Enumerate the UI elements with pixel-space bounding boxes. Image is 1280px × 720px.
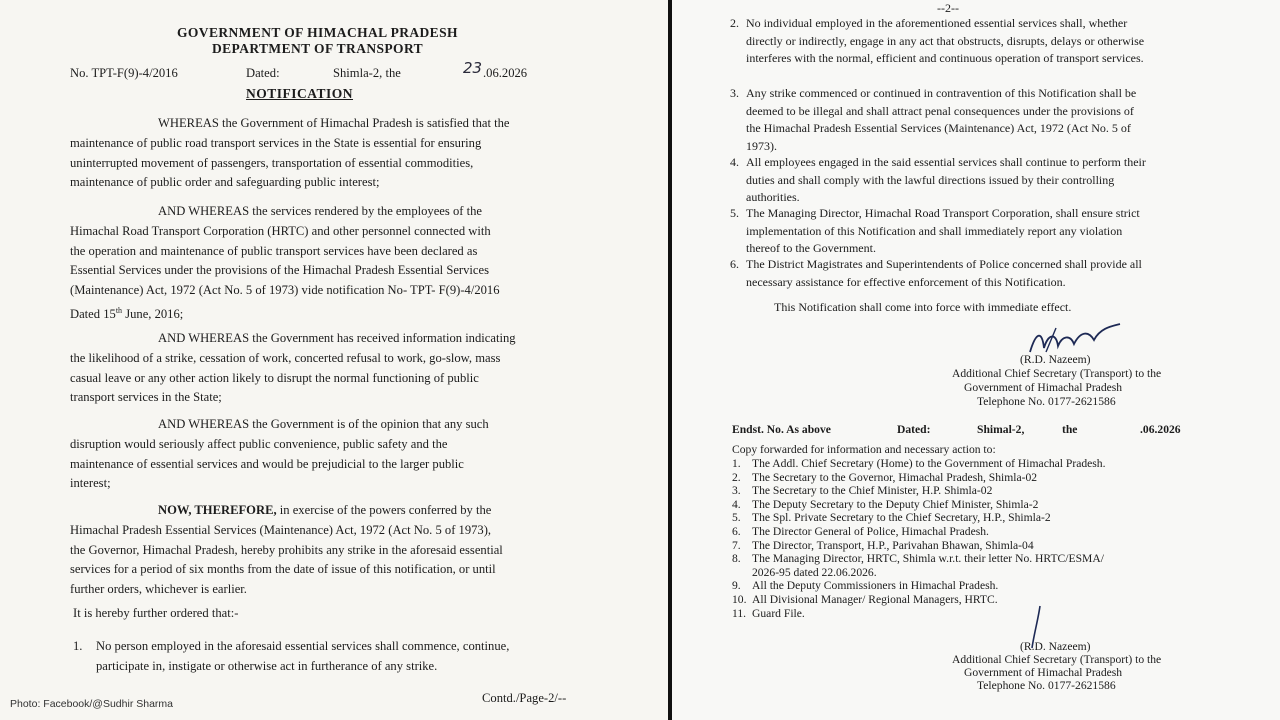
item-2-text: No individual employed in the aforementioned essential services shall, whether directly or indirectly, engage in any act that obstructs, disrupts, delays or otherwise interferes with the normal, efficient and continuous operation of transport services.: [746, 16, 1145, 66]
notification-title: NOTIFICATION: [246, 86, 354, 101]
government-header: GOVERNMENT OF HIMACHAL PRADESH: [177, 25, 458, 40]
page-2-marker: --2--: [937, 1, 959, 15]
department-header: DEPARTMENT OF TRANSPORT: [212, 41, 424, 56]
item-4-number: 4.: [730, 155, 739, 169]
item-6-text: The District Magistrates and Superintendents of Police concerned shall provide all necessary assistance for effective enforcement of this Notification.: [746, 257, 1142, 289]
place-text: Shimla-2, the: [333, 66, 401, 80]
item-1-number: 1.: [73, 639, 83, 653]
whereas-paragraph-2: AND WHEREAS the services rendered by the employees of the Himachal Road Transport Corporation (HRTC) and other personnel connected with the operation and maintenance of public transport services have been declared as Essential Services under the provisions of the Himachal Pradesh Essential Services (Maintenance) Act, 1972 (Act No. 5 of 1973) vide notification No- TPT- F(9)-4/2016 Dated 15th June, 2016;: [70, 202, 578, 325]
date-month-year: .06.2026: [483, 66, 528, 80]
continued-marker: Contd./Page-2/--: [482, 691, 567, 705]
whereas-paragraph-4: AND WHEREAS the Government is of the opinion that any such disruption would seriously affect public convenience, public safety and the maintenance of essential services and would be prejudicial to the larger public interest;: [70, 417, 489, 491]
signatory-phone-1: Telephone No. 0177-2621586: [977, 395, 1116, 408]
item-4-text: All employees engaged in the said essential services shall continue to perform their duties and shall comply with the lawful directions issued by their controlling authorities.: [746, 155, 1146, 205]
document-page-2: --2-- 2. No individual employed in the aforementioned essential services shall, whether directly or indirectly, engage in any act that obstructs, disrupts, delays or otherwise interferes with the normal, efficient and continuous operation of transport services. 3. Any strike commenced or continued in contravention of this Notification shall be deemed to be illegal and shall attract penal consequences under the provisions of the Himachal Pradesh Essential Services (Maintenance) Act, 1972 (Act No. 5 of 1973). 4. All employees engaged in the said essential services shall continue to perform their duties and shall comply with the lawful directions issued by their controlling authorities. 5. The Managing Director, Himachal Road Transport Corporation, shall ensure strict implementation of this Notification and shall immediately report any violation thereof to the Government. 6. The District Magistrates and Superintendents of Police concerned shall provide all necessary assistance for effective enforcement of this Notification. This Notification shall come into force with immediate effect. (R.D. Nazeem) Additional Chief Secretary (Transport) to the Government of Himachal Pradesh Telephone No. 0177-2621586 Endst. No. As above Dated: Shimal-2, the .06.2026 Copy forwarded for information and necessary action to: 1. The Addl. Chief Secretary (Home) to the Government of Himachal Pradesh. 2. The Secretary to the Governor, Himachal Pradesh, Shimla-02 3. The Secretary to the Chief Minister, H.P. Shimla-02 4. The Deputy Secretary to the Deputy Chief Minister, Shimla-2 5. The Spl. Private Secretary to the Chief Secretary, H.P., Shimla-2 6. The Director General of Police, Himachal Pradesh. 7. The Director, Transport, H.P., Parivahan Bhawan, Shimla-04 8. The Managing Director, HRTC, Shimla w.r.t. their letter No. HRTC/ESMA/ 2026-95 dated 22.06.2026. 9. All the Deputy Commissioners in Himachal Pradesh. 10. All Divisional Manager/ Regional Managers, HRTC. 11. Guard File. (R.D. Nazeem) Additional Chief Secretary (Transport) to the Government of Himachal Pradesh Telephone No. 0177-2621586: [672, 0, 1280, 720]
signatory-designation-1: Additional Chief Secretary (Transport) to the: [952, 367, 1162, 380]
handwritten-date-day: 23: [463, 59, 483, 77]
signatory-phone-2: Telephone No. 0177-2621586: [977, 679, 1116, 692]
item-3-text: Any strike commenced or continued in contravention of this Notification shall be deemed to be illegal and shall attract penal consequences under the provisions of the Himachal Pradesh Essential Services (Maintenance) Act, 1972 (Act No. 5 of 1973).: [746, 86, 1137, 153]
item-3-number: 3.: [730, 86, 739, 100]
endorsement-place: Shimal-2,: [977, 423, 1025, 436]
dated-label: Dated:: [246, 66, 280, 80]
signatory-designation-2: Additional Chief Secretary (Transport) to the: [952, 653, 1162, 666]
item-5-text: The Managing Director, Himachal Road Transport Corporation, shall ensure strict implementation of this Notification and shall immediately report any violation thereof to the Government.: [746, 206, 1140, 256]
whereas-paragraph-3: AND WHEREAS the Government has received information indicating the likelihood of a strike, cessation of work, concerted refusal to work, go-slow, mass casual leave or any other action likely to disrupt the normal functioning of public transport services in the State;: [70, 331, 516, 405]
endorsement-the: the: [1062, 423, 1078, 436]
copy-forwarded-text: Copy forwarded for information and necessary action to:: [732, 443, 996, 456]
force-statement: This Notification shall come into force with immediate effect.: [774, 300, 1072, 314]
photo-credit: Photo: Facebook/@Sudhir Sharma: [10, 698, 173, 710]
endorsement-dated-label: Dated:: [897, 423, 931, 436]
signatory-name-1: (R.D. Nazeem): [1020, 353, 1091, 366]
endorsement-number: Endst. No. As above: [732, 423, 831, 436]
item-5-number: 5.: [730, 206, 739, 220]
whereas-paragraph-1: WHEREAS the Government of Himachal Pradesh is satisfied that the maintenance of public road transport services in the State is essential for ensuring uninterrupted movement of passengers, transportation of essential commodities, maintenance of public order and safeguarding public interest;: [70, 116, 510, 190]
item-1-text: No person employed in the aforesaid essential services shall commence, continue, participate in, instigate or otherwise act in furtherance of any strike.: [96, 639, 510, 673]
endorsement-date: .06.2026: [1140, 423, 1181, 436]
further-ordered-text: It is hereby further ordered that:-: [73, 606, 239, 620]
reference-number: No. TPT-F(9)-4/2016: [70, 66, 178, 80]
para2-dated-line: Dated 15th June, 2016;: [70, 305, 184, 322]
signatory-government-1: Government of Himachal Pradesh: [964, 381, 1123, 394]
signatory-name-2: (R.D. Nazeem): [1020, 640, 1091, 653]
now-therefore-paragraph: NOW, THEREFORE, in exercise of the powers conferred by the Himachal Pradesh Essential Services (Maintenance) Act, 1972 (Act No. 5 of 1973), the Governor, Himachal Pradesh, hereby prohibits any strike in the aforesaid essential services for a period of six months from the date of issue of this notification, or until further orders, whichever is earlier.: [70, 503, 503, 597]
signatory-government-2: Government of Himachal Pradesh: [964, 666, 1123, 679]
item-6-number: 6.: [730, 257, 739, 271]
item-2-number: 2.: [730, 16, 739, 30]
